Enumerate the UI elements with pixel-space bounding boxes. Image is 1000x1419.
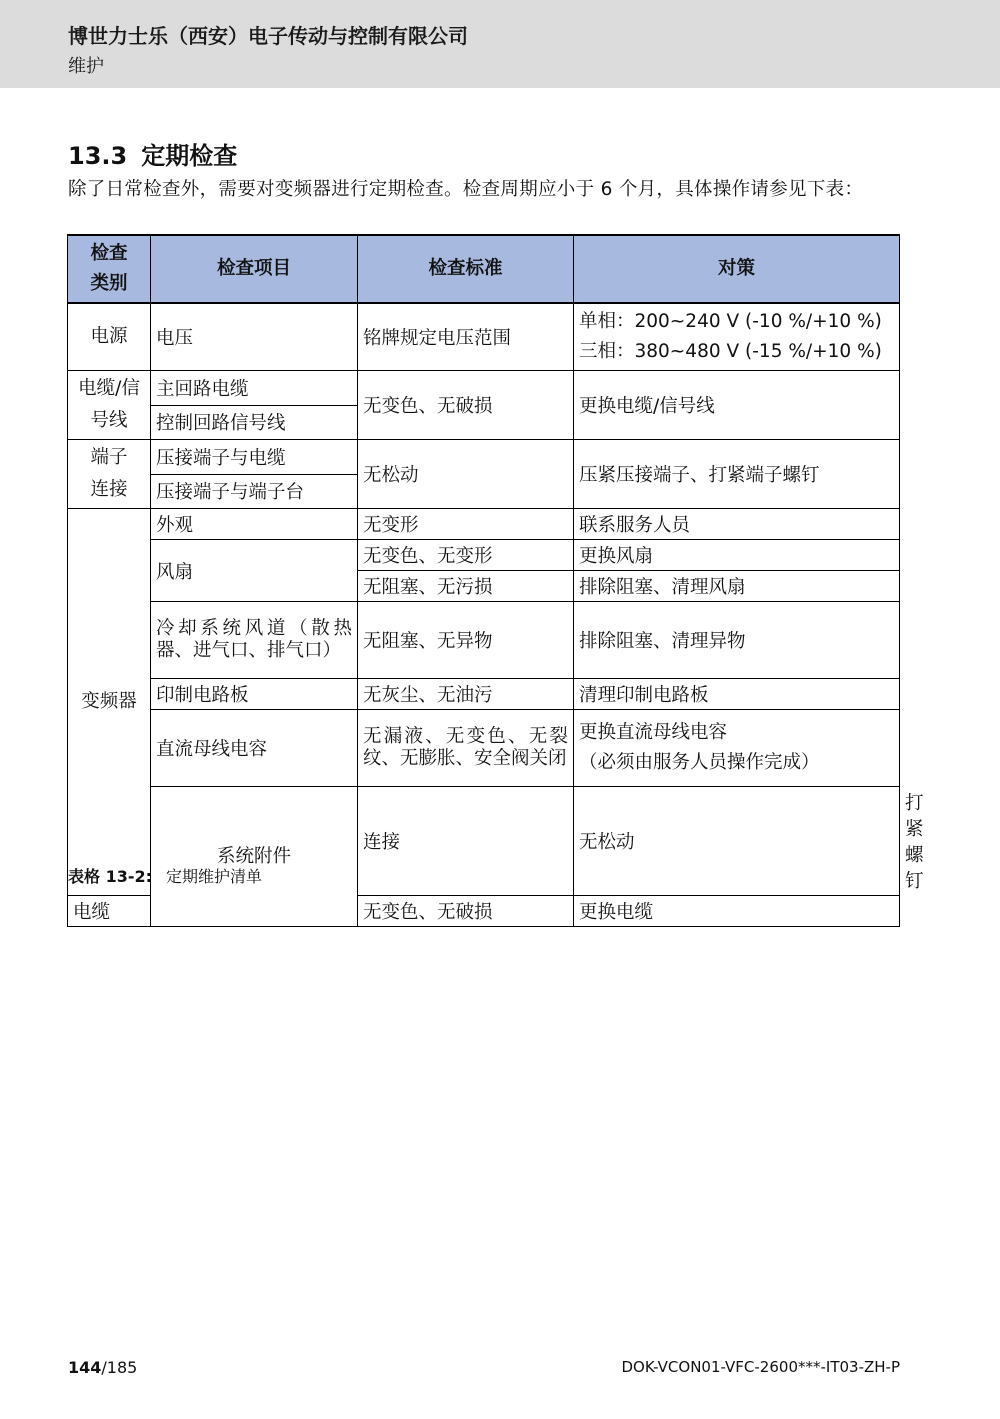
header-item: 检查项目 (151, 235, 358, 303)
header-action: 对策 (574, 235, 900, 303)
item-cell: 风扇 (151, 540, 358, 602)
table-row (68, 303, 900, 371)
standard-cell: 无阻塞、无污损 (358, 571, 574, 602)
table-row (68, 440, 900, 475)
item-cell: 压接端子与电缆 (151, 440, 358, 475)
table-header-row (68, 235, 900, 303)
category-cell: 电缆/信号线 (68, 371, 151, 440)
action-cell: 更换风扇 (574, 540, 900, 571)
standard-cell: 无变色、无破损 (358, 371, 574, 440)
document-id: DOK-VCON01-VFC-2600***-IT03-ZH-P (621, 1358, 900, 1376)
item-cell: 印制电路板 (151, 679, 358, 710)
company-name: 博世力士乐（西安）电子传动与控制有限公司 (68, 24, 468, 48)
standard-cell: 无变色、无破损 (358, 896, 574, 927)
standard-cell: 无变形 (358, 509, 574, 540)
standard-cell: 无变色、无变形 (358, 540, 574, 571)
table-caption (68, 864, 262, 887)
standard-cell: 无灰尘、无油污 (358, 679, 574, 710)
table-row (68, 371, 900, 406)
intro-paragraph: 除了日常检查外，需要对变频器进行定期检查。检查周期应小于 6 个月，具体操作请参见下表： (68, 179, 864, 200)
table-row (68, 602, 900, 679)
category-cell: 系统附件 (151, 787, 358, 927)
page-header (0, 0, 1000, 88)
section-number: 13.3 (68, 142, 128, 170)
header-standard: 检查标准 (358, 235, 574, 303)
action-line: 三相：380~480 V (-15 %/+10 %) (579, 341, 882, 362)
action-cell: 排除阻塞、清理风扇 (574, 571, 900, 602)
item-cell: 外观 (151, 509, 358, 540)
item-cell: 电缆 (68, 896, 151, 927)
caption-label: 表格 13-2: (68, 867, 153, 886)
action-line: 更换直流母线电容 (579, 722, 728, 743)
header-category: 检查类别 (68, 235, 151, 303)
action-cell: 更换电缆 (574, 896, 900, 927)
table-row (68, 540, 900, 571)
page-total: /185 (101, 1358, 138, 1377)
item-cell: 冷却系统风道（散热器、进气口、排气口） (151, 602, 358, 679)
action-cell: 压紧压接端子、打紧端子螺钉 (574, 440, 900, 509)
action-cell: 清理印制电路板 (574, 679, 900, 710)
page-number (68, 1358, 137, 1377)
action-cell (574, 710, 900, 787)
category-cell: 变频器 (68, 509, 151, 896)
table-row: 系统附件 连接 无松动 打紧螺钉 (68, 787, 900, 896)
item-cell: 主回路电缆 (151, 371, 358, 406)
section-title: 定期检查 (141, 142, 238, 170)
section-heading (68, 136, 237, 171)
action-cell: 更换电缆/信号线 (574, 371, 900, 440)
action-cell (574, 303, 900, 371)
category-cell: 端子连接 (68, 440, 151, 509)
action-line: 单相：200~240 V (-10 %/+10 %) (579, 311, 882, 332)
item-cell: 控制回路信号线 (151, 405, 358, 440)
item-cell: 电压 (151, 303, 358, 371)
table-row (68, 710, 900, 787)
action-cell: 联系服务人员 (574, 509, 900, 540)
table-row (68, 679, 900, 710)
action-line: （必须由服务人员操作完成） (579, 752, 820, 773)
chapter-subtitle: 维护 (68, 56, 104, 77)
standard-cell: 铭牌规定电压范围 (358, 303, 574, 371)
item-cell: 压接端子与端子台 (151, 474, 358, 509)
maintenance-table (67, 234, 924, 927)
caption-text: 定期维护清单 (166, 867, 263, 886)
item-cell: 连接 (358, 787, 574, 896)
standard-cell: 无阻塞、无异物 (358, 602, 574, 679)
action-cell: 排除阻塞、清理异物 (574, 602, 900, 679)
standard-cell: 无漏液、无变色、无裂纹、无膨胀、安全阀关闭 (358, 710, 574, 787)
standard-cell: 无松动 (574, 787, 900, 896)
standard-cell: 无松动 (358, 440, 574, 509)
category-cell: 电源 (68, 303, 151, 371)
table-row (68, 509, 900, 540)
page-current: 144 (68, 1358, 102, 1377)
item-cell: 直流母线电容 (151, 710, 358, 787)
